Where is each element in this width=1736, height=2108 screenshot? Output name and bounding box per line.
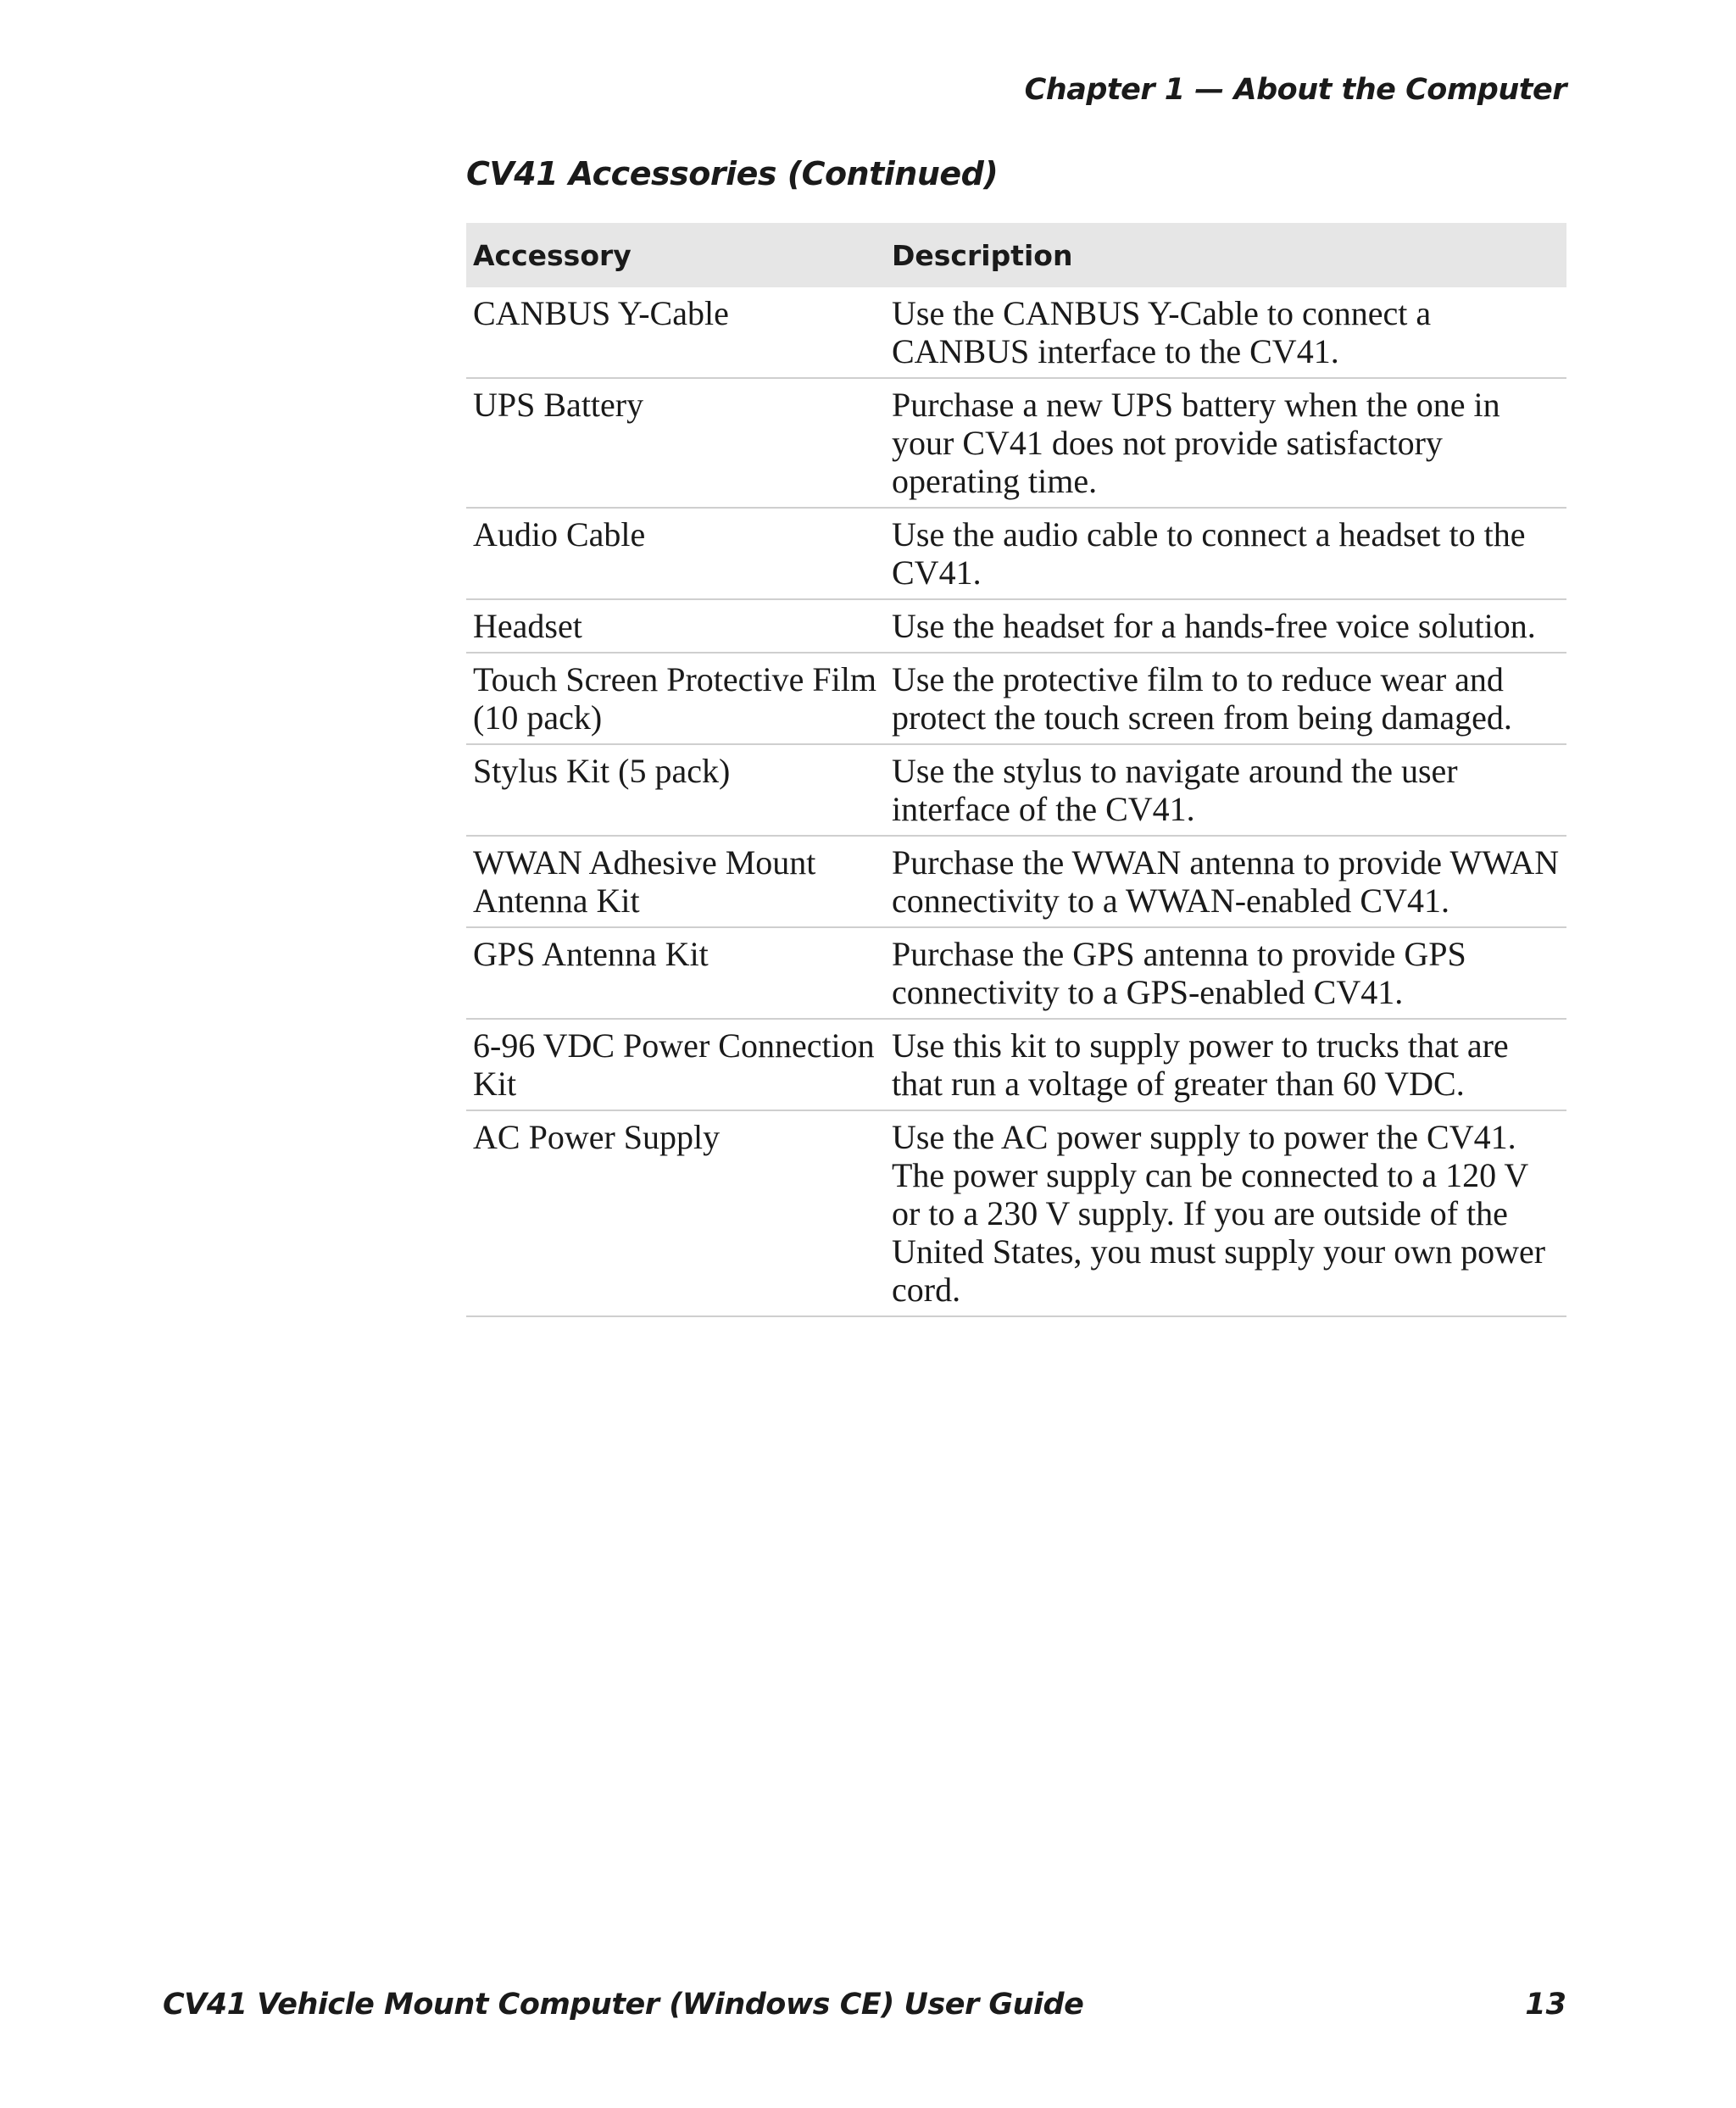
description-cell: Use the audio cable to connect a headset to the CV41.: [885, 508, 1566, 599]
description-cell: Use the CANBUS Y-Cable to connect a CANBUS interface to the CV41.: [885, 287, 1566, 378]
description-cell: Use this kit to supply power to trucks that are that run a voltage of greater than 60 VDC.: [885, 1019, 1566, 1110]
footer-guide-title: CV41 Vehicle Mount Computer (Windows CE) User Guide: [163, 1988, 1084, 2022]
header-row: [466, 223, 1566, 287]
accessory-cell: Audio Cable: [466, 508, 885, 599]
table-row: [466, 744, 1566, 836]
accessory-cell: 6-96 VDC Power Connection Kit: [466, 1019, 885, 1110]
description-cell: Use the protective film to to reduce wear and protect the touch screen from being damaged.: [885, 653, 1566, 744]
table-row: [466, 653, 1566, 744]
accessory-cell: WWAN Adhesive Mount Antenna Kit: [466, 836, 885, 927]
description-cell: Purchase the WWAN antenna to provide WWAN connectivity to a WWAN-enabled CV41.: [885, 836, 1566, 927]
table-row: [466, 508, 1566, 599]
table-row: [466, 1110, 1566, 1316]
accessory-cell: CANBUS Y-Cable: [466, 287, 885, 378]
table-row: [466, 1019, 1566, 1110]
table-body: [466, 287, 1566, 1316]
table-row: [466, 599, 1566, 653]
table-header: [466, 223, 1566, 287]
accessory-cell: GPS Antenna Kit: [466, 927, 885, 1019]
table-row: [466, 378, 1566, 508]
accessory-cell: Touch Screen Protective Film (10 pack): [466, 653, 885, 744]
description-cell: Purchase a new UPS battery when the one in your CV41 does not provide satisfactory operating time.: [885, 378, 1566, 508]
column-header-description: Description: [885, 223, 1566, 287]
table-row: [466, 927, 1566, 1019]
table-row: [466, 287, 1566, 378]
table-row: [466, 836, 1566, 927]
column-header-accessory: Accessory: [466, 223, 885, 287]
accessory-cell: Headset: [466, 599, 885, 653]
running-header: Chapter 1 — About the Computer: [1024, 73, 1566, 107]
description-cell: Use the headset for a hands-free voice solution.: [885, 599, 1566, 653]
description-cell: Use the stylus to navigate around the user interface of the CV41.: [885, 744, 1566, 836]
description-cell: Purchase the GPS antenna to provide GPS connectivity to a GPS-enabled CV41.: [885, 927, 1566, 1019]
accessory-cell: Stylus Kit (5 pack): [466, 744, 885, 836]
description-cell: Use the AC power supply to power the CV41. The power supply can be connected to a 120 V or to a 230 V supply. If you are outside of the United States, you must supply your own power cord.: [885, 1110, 1566, 1316]
accessory-cell: UPS Battery: [466, 378, 885, 508]
accessories-table: [466, 223, 1566, 1317]
footer-page-number: 13: [1525, 1988, 1566, 2022]
accessory-cell: AC Power Supply: [466, 1110, 885, 1316]
table-title: CV41 Accessories (Continued): [466, 155, 999, 192]
